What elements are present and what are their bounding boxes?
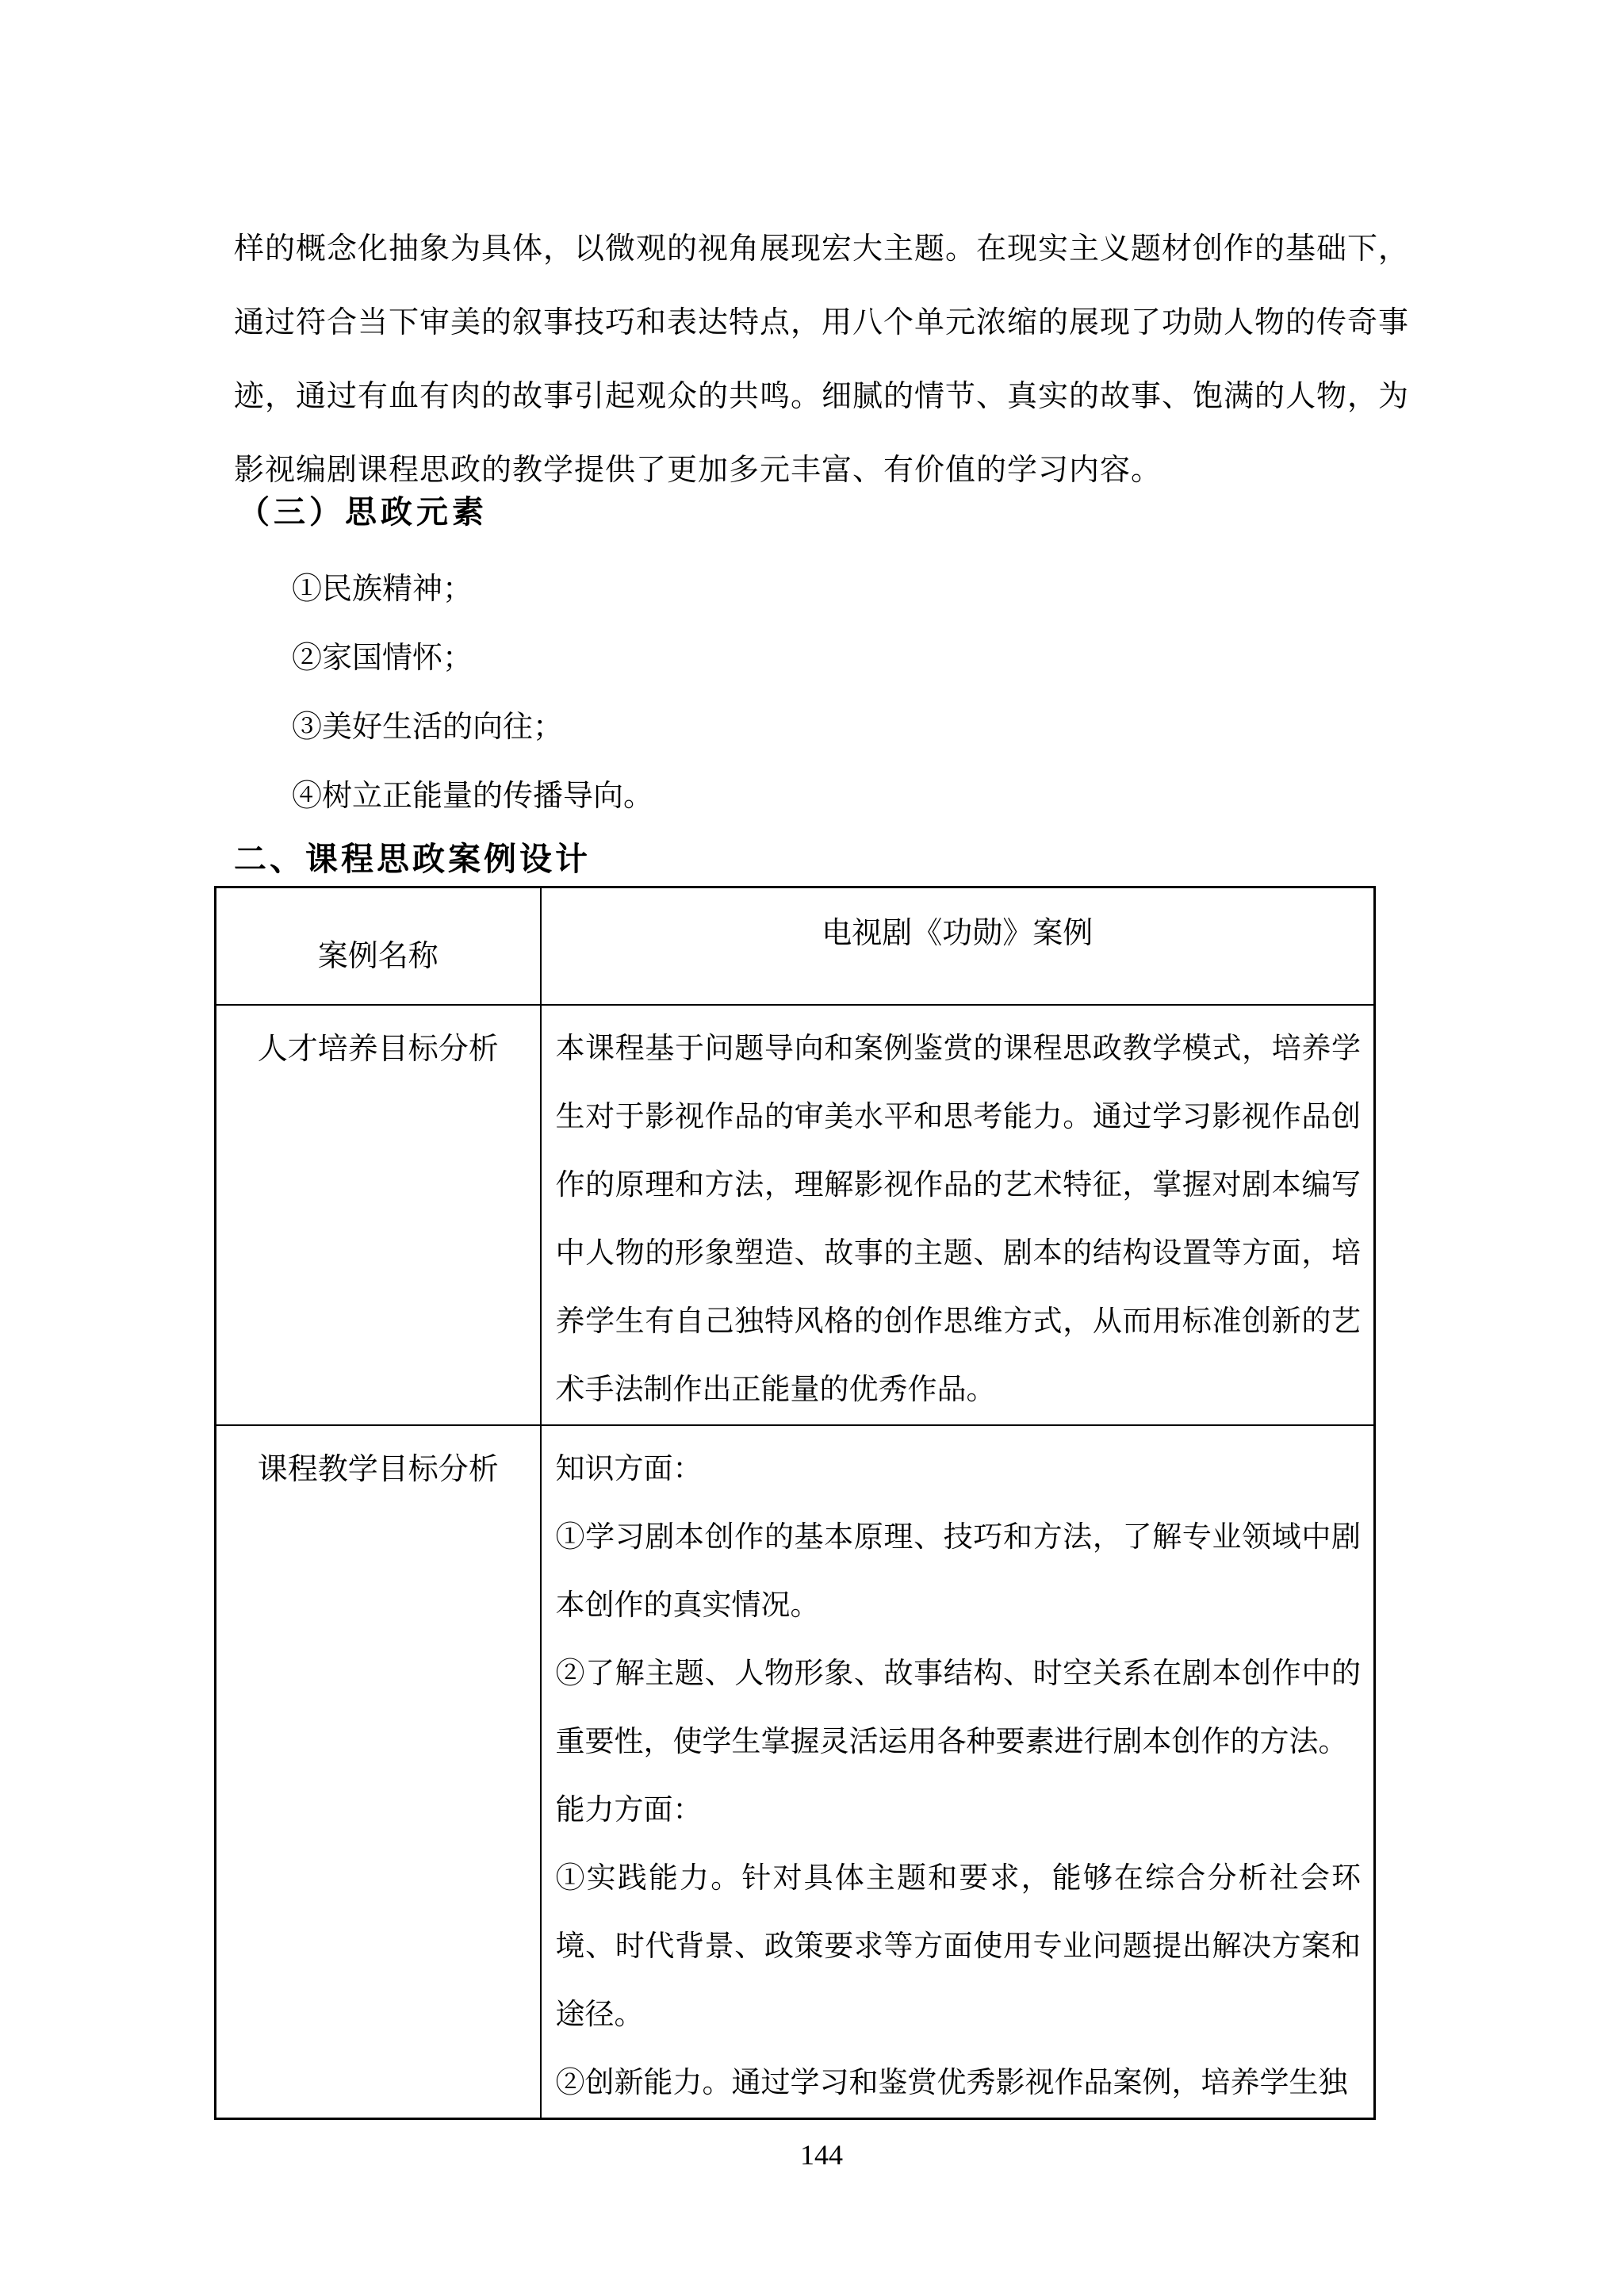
table-row-teaching-goal [216, 1425, 1375, 2119]
case-design-table [214, 886, 1376, 2120]
list-item: ③美好生活的向往； [292, 711, 564, 744]
talent-goal-label-cell: 人才培养目标分析 [216, 1005, 541, 1425]
cell-paragraph: 本课程基于问题导向和案例鉴赏的课程思政教学模式，培养学生对于影视作品的审美水平和思考能力。通过学习影视作品创作的原理和方法，理解影视作品的艺术特征，掌握对剧本编写中人物的形象塑造、故事的主题、剧本的结构设置等方面，培养学生有自己独特风格的创作思维方式，从而用标准创新的艺术手法制作出正能量的优秀作品。 [555, 1032, 1361, 1406]
intro-paragraph: 样的概念化抽象为具体，以微观的视角展现宏大主题。在现实主义题材创作的基础下，通过符合当下审美的叙事技巧和表达特点，用八个单元浓缩的展现了功勋人物的传奇事迹，通过有血有肉的故事引起观众的共鸣。细腻的情节、真实的故事、饱满的人物，为影视编剧课程思政的教学提供了更加多元丰富、有价值的学习内容。 [234, 232, 1410, 487]
cell-paragraph: 能力方面： [555, 1793, 703, 1826]
teaching-goal-label-cell: 课程教学目标分析 [216, 1425, 541, 2119]
list-item: ④树立正能量的传播导向。 [292, 780, 654, 813]
list-item: ①民族精神； [292, 573, 473, 606]
cell-paragraph: ②创新能力。通过学习和鉴赏优秀影视作品案例，培养学生独 [555, 2066, 1348, 2099]
cell-paragraph: ①实践能力。针对具体主题和要求，能够在综合分析社会环境、时代背景、政策要求等方面使用专业问题提出解决方案和途径。 [555, 1861, 1361, 2031]
case-name-label-cell: 案例名称 [216, 887, 541, 1005]
cell-paragraph: ②了解主题、人物形象、故事结构、时空关系在剧本创作中的重要性，使学生掌握灵活运用各种要素进行剧本创作的方法。 [555, 1657, 1361, 1758]
heading-case-design: 二、课程思政案例设计 [234, 841, 591, 877]
cell-paragraph: 知识方面： [555, 1452, 703, 1485]
ideological-elements-list [292, 555, 1243, 831]
cell-paragraph: ①学习剧本创作的基本原理、技巧和方法，了解专业领域中剧本创作的真实情况。 [555, 1520, 1361, 1622]
table-row-case-name [216, 887, 1375, 1005]
list-item: ②家国情怀； [292, 642, 473, 675]
talent-goal-value-cell [541, 1005, 1375, 1425]
teaching-goal-value-cell [541, 1425, 1375, 2119]
table-row-talent-goal [216, 1005, 1375, 1425]
page-number: 144 [800, 2139, 843, 2171]
case-name-value-cell: 电视剧《功勋》案例 [541, 887, 1375, 1005]
heading-ideological-elements: （三）思政元素 [238, 494, 488, 530]
